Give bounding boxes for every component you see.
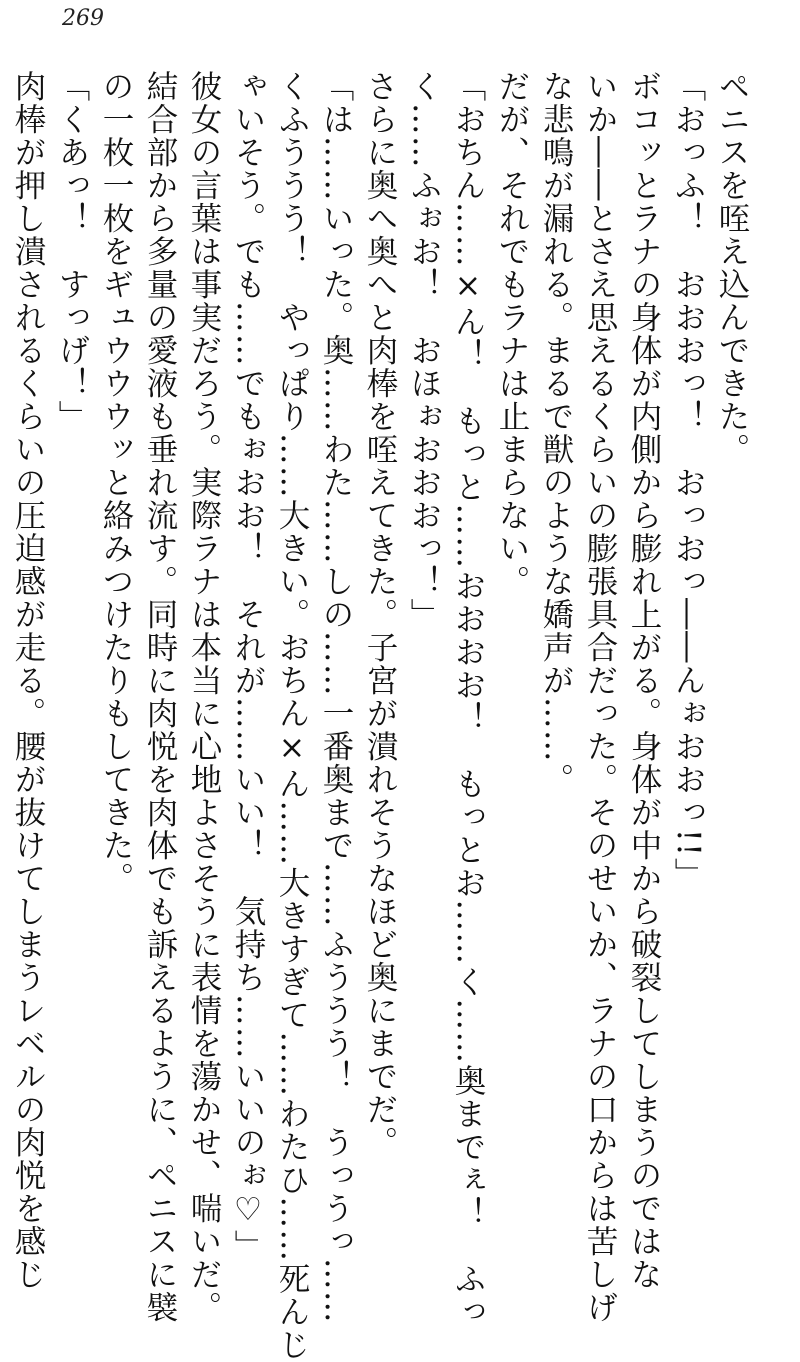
- text-line: 結合部から多量の愛液も垂れ流す。同時に肉悦を肉体でも訴えるように、ペニスに襞: [142, 70, 178, 1324]
- page-number: 269: [62, 6, 104, 31]
- text-line: な悲鳴が漏れる。まるで獣のような嬌声が……。: [538, 70, 574, 796]
- text-line: さらに奥へ奥へと肉棒を咥えてきた。子宮が潰れそうなほど奥にまでだ。: [362, 70, 398, 1159]
- text-line: 肉棒が押し潰されるくらいの圧迫感が走る。腰が抜けてしまうレベルの肉悦を感じ: [10, 70, 46, 1291]
- text-line: いか――とさえ思えるくらいの膨張具合だった。そのせいか、ラナの口からは苦しげ: [582, 70, 618, 1324]
- text-line: ボコッとラナの身体が内側から膨れ上がる。身体が中から破裂してしまうのではな: [626, 70, 662, 1291]
- text-line: くふううう！ やっぱり……大きい。おちん×ん……大きすぎて……わたひ……死んじ: [274, 70, 310, 1362]
- text-line: 「おちん……×ん！ もっと……おおおお！ もっとお……く……奥までぇ！ ふっ: [450, 70, 486, 1329]
- text-line: だが、それでもラナは止まらない。: [494, 70, 530, 598]
- text-line: く……ふぉお！ おほぉおおおっ！」: [406, 70, 442, 631]
- text-line: ペニスを咥え込んできた。: [714, 70, 750, 466]
- text-line: 「おっふ！ おおおっ！ おっおっ――んぉおおっ!!」: [670, 70, 706, 891]
- text-line: 彼女の言葉は事実だろう。実際ラナは本当に心地よさそうに表情を蕩かせ、喘いだ。: [186, 70, 222, 1324]
- text-line: 「くあっ！ すっげ！」: [54, 70, 90, 433]
- novel-text-body: [6, 70, 754, 1362]
- text-line: ゃいそう。でも……でもぉおお！ それが……いい！ 気持ち……いいのぉ♡」: [230, 70, 266, 1263]
- text-line: の一枚一枚をギュウウウッと絡みつけたりもしてきた。: [98, 70, 134, 895]
- text-line: 「は……いった。奥……わた……しの……一番奥まで……ふううう！ うっうっ……: [318, 70, 354, 1324]
